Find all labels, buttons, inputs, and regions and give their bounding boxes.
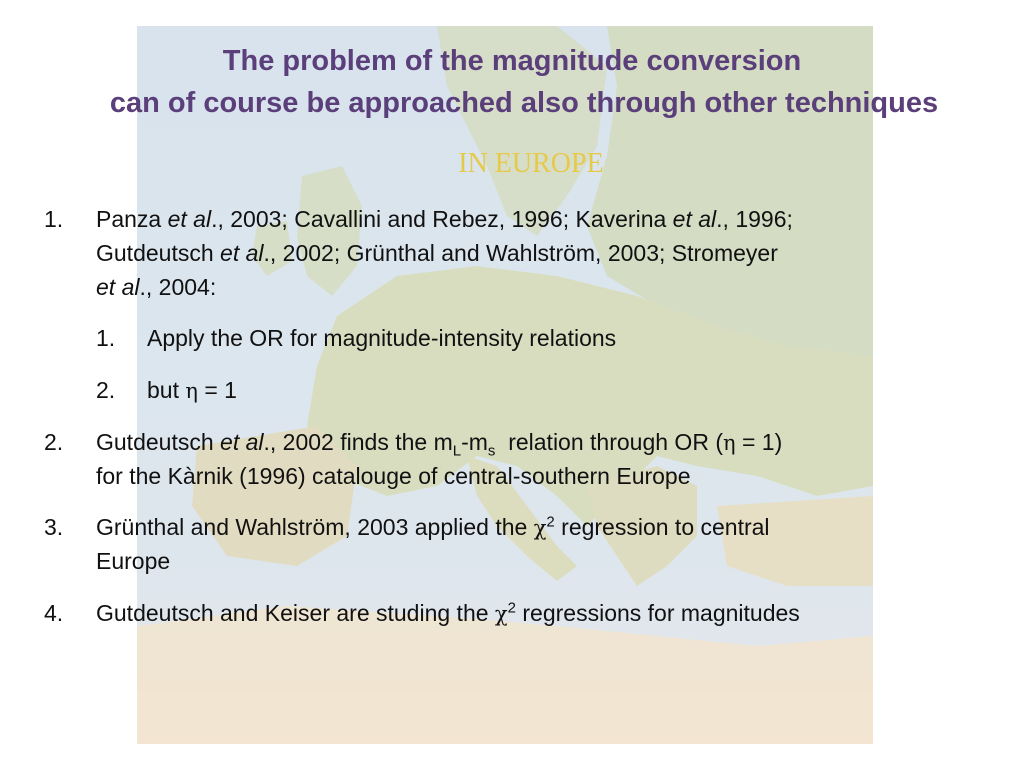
list-text: Apply the OR for magnitude-intensity relations: [147, 325, 617, 351]
list-number: 2.: [44, 429, 64, 455]
title-line-1: The problem of the magnitude conversion: [222, 45, 802, 77]
list-text: for the Kàrnik (1996) catalouge of central-southern Europe: [96, 463, 691, 489]
list-text: Gutdeutsch and Keiser are studing the $\chi^2$ regressions for magnitudes: [96, 599, 800, 626]
list-number: 2.: [96, 377, 116, 403]
list-number: 1.: [44, 206, 64, 232]
list-number: 1.: [96, 325, 116, 351]
list-number: 3.: [44, 514, 64, 540]
list-text: but η = 1: [147, 377, 237, 403]
list-text: Gutdeutsch et al., 2002; Grünthal and Wahlström, 2003; Stromeyer: [96, 240, 778, 266]
title-line-2: can of course be approached also through other techniques: [109, 87, 939, 119]
list-text: Panza et al., 2003; Cavallini and Rebez, 1996; Kaverina et al., 1996;: [96, 206, 793, 232]
list-text: Gutdeutsch et al., 2002 finds the $m_L-m_s$ relation through OR (η = 1): [96, 429, 783, 460]
subtitle: IN EUROPE: [458, 148, 604, 179]
list-number: 4.: [44, 600, 64, 626]
list-text: Europe: [96, 548, 171, 574]
list-text: et al., 2004:: [96, 274, 217, 300]
list-text: Grünthal and Wahlström, 2003 applied the $\chi^2$ regression to central: [96, 513, 770, 540]
